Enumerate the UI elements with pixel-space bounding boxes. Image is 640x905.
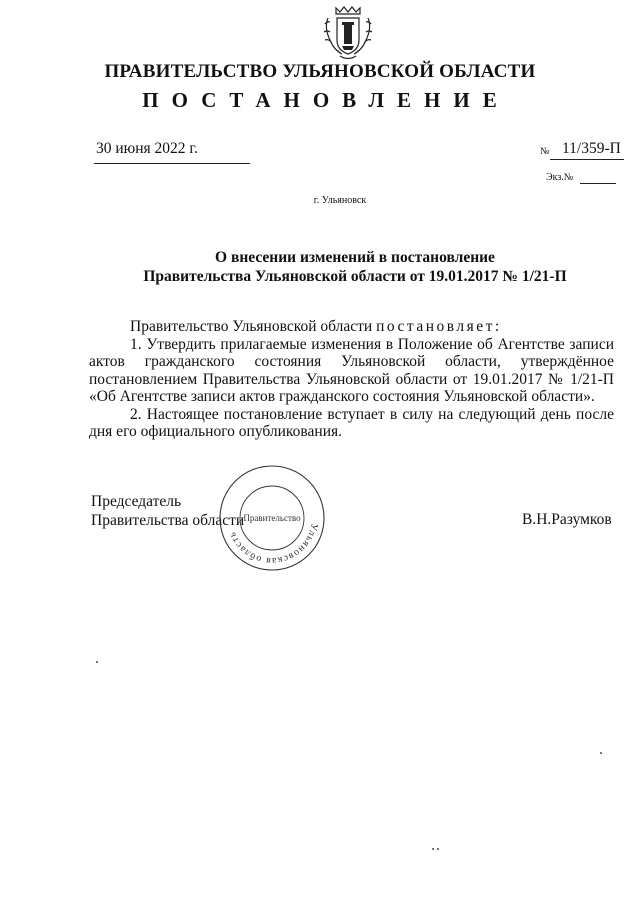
item-2-paragraph: 2. Настоящее постановление вступает в силу на следующий день после дня его официального опубликования. — [89, 405, 614, 440]
government-title: ПРАВИТЕЛЬСТВО УЛЬЯНОВСКОЙ ОБЛАСТИ — [104, 61, 536, 82]
document-body — [89, 318, 614, 441]
document-type: ПОСТАНОВЛЕНИЕ — [142, 88, 510, 112]
copy-number-label: Экз.№ — [546, 172, 574, 183]
stamp-center-text: Правительство — [243, 513, 301, 523]
signatory-name: В.Н.Разумков — [522, 511, 612, 528]
scan-speck — [96, 661, 98, 663]
number-label: № — [540, 146, 550, 157]
date-underline — [94, 163, 250, 164]
subject-line-1: О внесении изменений в постановление — [215, 249, 495, 266]
document-date: 30 июня 2022 г. — [96, 140, 198, 157]
coat-of-arms-emblem — [322, 4, 374, 62]
intro-prefix: Правительство Ульяновской области — [130, 318, 373, 335]
scan-speck — [437, 848, 439, 850]
copy-number-underline — [580, 183, 616, 184]
scan-speck — [600, 752, 602, 754]
number-underline — [550, 159, 624, 160]
subject-line-2: Правительства Ульяновской области от 19.01.2017 № 1/21-П — [143, 268, 567, 285]
document-number: 11/359-П — [562, 140, 621, 157]
intro-paragraph — [89, 318, 614, 336]
document-subject — [100, 248, 610, 286]
scan-speck — [432, 848, 434, 850]
stamp-ring-text: Ульяновская область — [226, 522, 320, 567]
signatory-position-line-2: Правительства области — [91, 512, 245, 529]
official-stamp — [216, 462, 328, 574]
intro-verb: постановляет: — [376, 318, 502, 335]
item-1-paragraph: 1. Утвердить прилагаемые изменения в Положение об Агентстве записи актов гражданского состояния Ульяновской области, утверждённое постановлением Правительства Ульяновской области от 19.01.2017 № 1/21-П «Об Агентстве записи актов гражданского состояния Ульяновской области». — [89, 335, 614, 405]
signatory-position-line-1: Председатель — [91, 493, 182, 510]
city: г. Ульяновск — [313, 195, 367, 206]
